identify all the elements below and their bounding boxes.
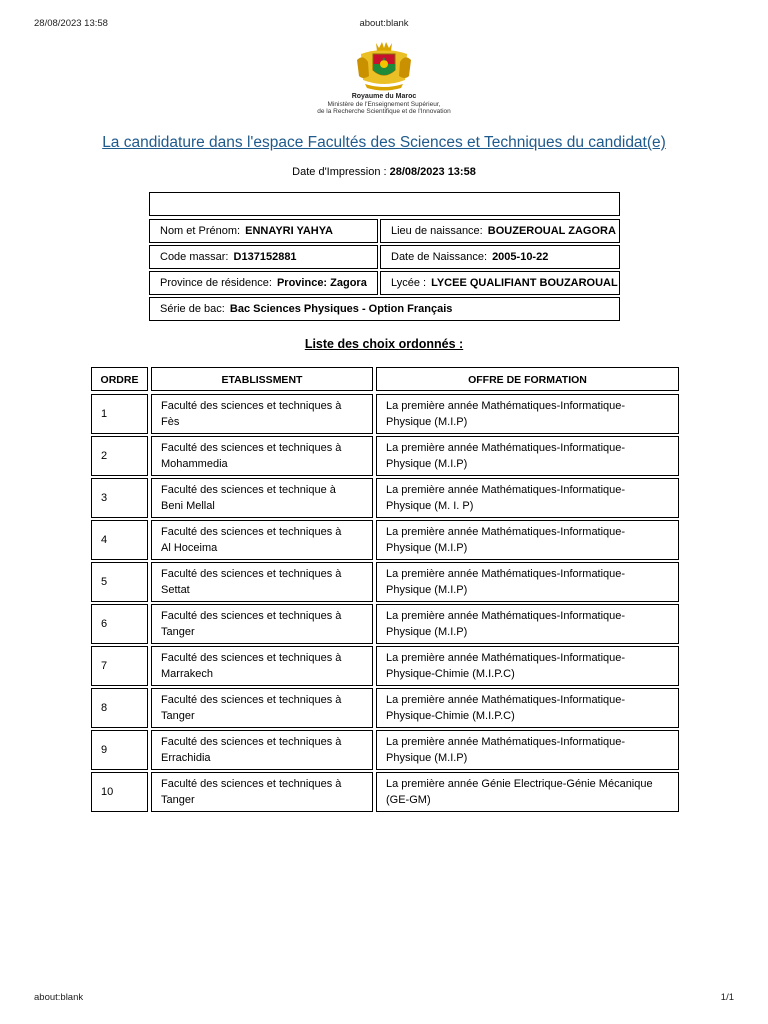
birthdate-cell [380,245,620,269]
info-blank-header [149,192,620,216]
offre-line-1: La première année Mathématiques-Informatique- [386,442,626,454]
row-ordre: 7 [91,646,148,686]
birthplace-cell [380,219,620,243]
row-etablissement [151,688,373,728]
etab-line-1: Faculté des sciences et technique à [161,484,336,496]
etab-line-2: Settat [161,583,190,596]
etab-line-2: Errachidia [161,751,211,764]
row-etablissement [151,436,373,476]
etab-line-2: Al Hoceima [161,541,218,554]
offre-line-1: La première année Mathématiques-Informatique- [386,400,626,412]
offre-line-2: Physique (M.I.P) [386,415,468,428]
serie-label: Série de bac: [160,303,225,315]
ministry-text [0,93,768,116]
offre-line-1: La première année Mathématiques-Informatique- [386,694,626,706]
offre-line-2: Physique-Chimie (M.I.P.C) [386,667,515,680]
offre-line-2: Physique (M.I.P) [386,751,468,764]
row-etablissement [151,730,373,770]
lycee-cell [380,271,620,295]
header-offre: OFFRE DE FORMATION [376,367,679,391]
row-ordre: 2 [91,436,148,476]
massar-cell [149,245,378,269]
row-offre [376,562,679,602]
row-ordre: 6 [91,604,148,644]
name-cell [149,219,378,243]
row-offre [376,646,679,686]
etab-line-2: Tanger [161,709,195,722]
header-ordre: ORDRE [91,367,148,391]
offre-line-2: Physique (M. I. P) [386,499,474,512]
row-etablissement [151,562,373,602]
etab-line-1: Faculté des sciences et techniques à [161,568,342,580]
page-title: La candidature dans l'espace Facultés des Sciences et Techniques du candidat(e) [102,134,666,151]
print-date-label: Date d'Impression : [292,166,387,178]
row-ordre: 9 [91,730,148,770]
row-etablissement [151,478,373,518]
etab-line-1: Faculté des sciences et techniques à [161,652,342,664]
header-etablissement: ETABLISSMENT [151,367,373,391]
etab-line-2: Beni Mellal [161,499,215,512]
etab-line-1: Faculté des sciences et techniques à [161,400,342,412]
etab-line-1: Faculté des sciences et techniques à [161,442,342,454]
row-ordre: 8 [91,688,148,728]
offre-line-1: La première année Mathématiques-Informatique- [386,610,626,622]
lycee-value: LYCEE QUALIFIANT BOUZAROUAL [431,277,618,289]
massar-value: D137152881 [233,251,297,263]
print-date [0,166,768,178]
row-etablissement [151,646,373,686]
offre-line-1: La première année Mathématiques-Informatique- [386,652,626,664]
row-offre [376,436,679,476]
ministry-line-2: de la Recherche Scientifique et de l'Innovation [317,108,451,115]
row-ordre: 1 [91,394,148,434]
offre-line-1: La première année Génie Electrique-Génie Mécanique [386,778,653,790]
province-value: Province: Zagora [276,277,367,289]
ministry-line-1: Ministère de l'Enseignement Supérieur, [327,100,441,108]
row-offre [376,394,679,434]
name-label: Nom et Prénom: [160,225,241,237]
print-timestamp: 28/08/2023 13:58 [34,18,108,29]
offre-line-1: La première année Mathématiques-Informatique- [386,736,626,748]
etab-line-2: Tanger [161,793,195,806]
etab-line-1: Faculté des sciences et techniques à [161,694,342,706]
offre-line-2: Physique (M.I.P) [386,583,468,596]
birthplace-value: BOUZEROUAL ZAGORA [487,225,616,237]
serie-cell [149,297,620,321]
logo-block [0,40,768,116]
etab-line-2: Fès [161,415,180,428]
row-offre [376,688,679,728]
kingdom-label: Royaume du Maroc [351,93,417,100]
province-cell [149,271,378,295]
offre-line-1: La première année Mathématiques-Informatique- [386,526,626,538]
print-footer [34,992,734,1006]
row-etablissement [151,520,373,560]
name-value: ENNAYRI YAHYA [245,225,333,237]
etab-line-1: Faculté des sciences et techniques à [161,610,342,622]
row-offre [376,730,679,770]
offre-line-1: La première année Mathématiques-Informatique- [386,484,626,496]
offre-line-2: Physique (M.I.P) [386,625,468,638]
etab-line-2: Tanger [161,625,195,638]
row-ordre: 3 [91,478,148,518]
massar-label: Code massar: [160,251,229,263]
row-ordre: 5 [91,562,148,602]
offre-line-2: (GE-GM) [386,793,431,806]
offre-line-2: Physique (M.I.P) [386,541,468,554]
birthdate-label: Date de Naissance: [391,251,487,263]
choices-title: Liste des choix ordonnés : [304,337,464,351]
serie-value: Bac Sciences Physiques - Option Français [229,303,453,315]
birthplace-label: Lieu de naissance: [391,225,483,237]
row-etablissement [151,394,373,434]
offre-line-2: Physique-Chimie (M.I.P.C) [386,709,515,722]
row-etablissement [151,772,373,812]
row-offre [376,772,679,812]
moroccan-coat-of-arms-icon [351,40,417,92]
row-etablissement [151,604,373,644]
footer-url: about:blank [34,992,84,1003]
birthdate-value: 2005-10-22 [492,251,549,263]
etab-line-2: Mohammedia [161,457,228,470]
print-header [34,18,734,32]
row-ordre: 10 [91,772,148,812]
etab-line-2: Marrakech [161,667,213,680]
offre-line-1: La première année Mathématiques-Informatique- [386,568,626,580]
etab-line-1: Faculté des sciences et techniques à [161,526,342,538]
etab-line-1: Faculté des sciences et techniques à [161,736,342,748]
etab-line-1: Faculté des sciences et techniques à [161,778,342,790]
row-ordre: 4 [91,520,148,560]
offre-line-2: Physique (M.I.P) [386,457,468,470]
lycee-label: Lycée : [391,277,427,289]
province-label: Province de résidence: [160,277,272,289]
print-date-value: 28/08/2023 13:58 [389,166,476,178]
row-offre [376,604,679,644]
row-offre [376,478,679,518]
print-url: about:blank [359,18,409,29]
page-number: 1/1 [720,992,734,1003]
row-offre [376,520,679,560]
